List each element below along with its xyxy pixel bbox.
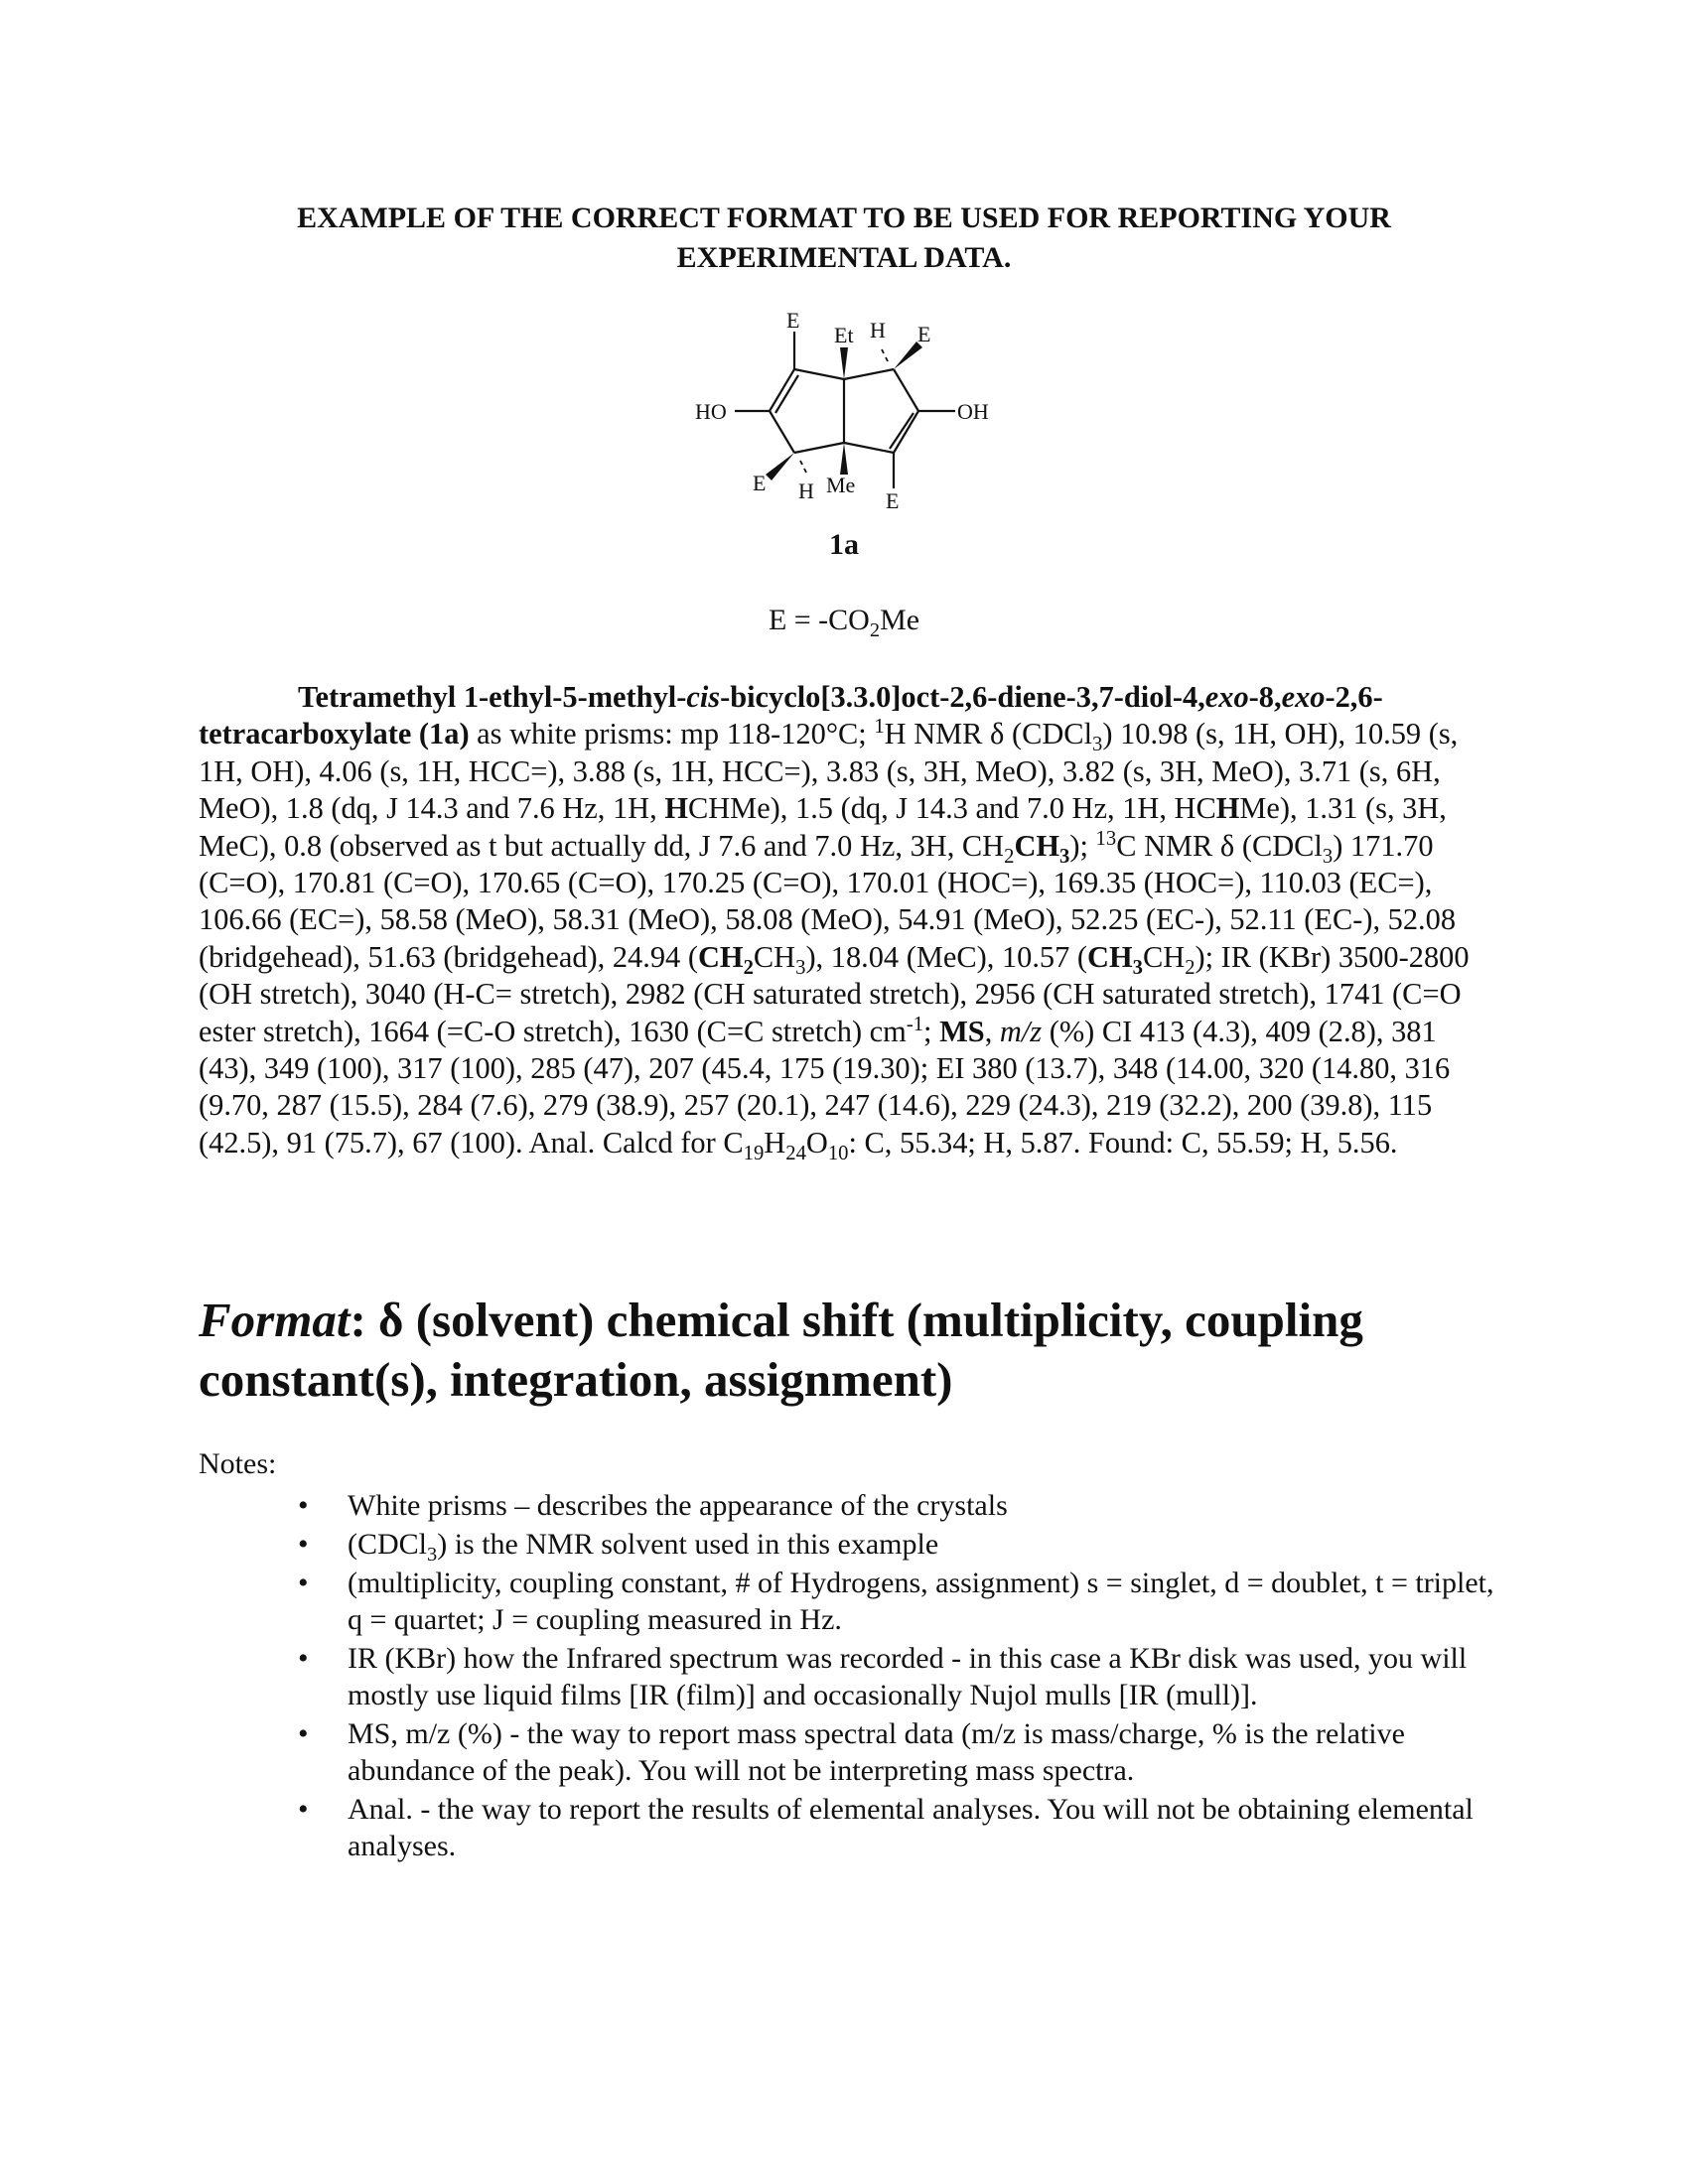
note-text: MS, m/z (%) - the way to report mass spectral data (m/z is mass/charge, % is the relative abundance of the peak). You will not be interpreting mass spectra. xyxy=(348,1717,1405,1787)
superscript: 13 xyxy=(1095,827,1117,850)
bold-run: CH xyxy=(1014,828,1060,863)
text-run: (%) CI 413 (4.3), 409 (2.8), 381 (43), 349 (100), 317 (100), 285 (47), 207 (45.4, 175 (19.30); EI 380 (13.7), 348 (14.00, 320 (14.80, 316 (9.70, 287 (15.5), 284 (7.6), 279 (38.9), 257 (20.1), 247 (14.6), 229 (24.3), 219 (32.2), 200 (39.8), 115 (42.5), 91 (75.7), 67 (100). Anal. Calcd for C xyxy=(199,1014,1451,1160)
text-run: ) 171.70 (C=O), 170.81 (C=O), 170.65 (C=O), 170.25 (C=O), 170.01 (HOC=), 169.35 (HOC=), 110.03 (EC=), 106.66 (EC=), 58.58 (MeO), 58.31 (MeO), 58.08 (MeO), 54.91 (MeO), 52.25 (EC-), 52.11 (EC-), 52.08 (bridgehead), 51.63 (bridgehead), 24.94 ( xyxy=(199,828,1457,974)
label-et: Et xyxy=(834,323,854,347)
experimental-paragraph xyxy=(199,679,1489,1164)
label-h-top: H xyxy=(870,318,886,342)
note-item xyxy=(298,1715,1499,1789)
note-item xyxy=(298,1640,1499,1713)
bullet-icon: • xyxy=(298,1717,309,1750)
subscript: 24 xyxy=(785,1142,806,1164)
e-def-post: Me xyxy=(880,604,920,636)
note-text: White prisms – describes the appearance of the crystals xyxy=(348,1489,1008,1522)
subscript: 3 xyxy=(1322,845,1334,868)
format-line xyxy=(199,1291,1509,1410)
text-run: O xyxy=(805,1125,828,1160)
name-italic: exo xyxy=(1204,680,1249,714)
heading-line-1: EXAMPLE OF THE CORRECT FORMAT TO BE USED FOR REPORTING YOUR xyxy=(297,202,1391,234)
bold-run: CH xyxy=(697,939,744,974)
subscript: 3 xyxy=(1059,845,1070,868)
text-run: ); IR (KBr) 3500-2800 (OH stretch), 3040 (H-C= stretch), 2982 (CH saturated stretch), 2956 (CH saturated stretch), 1741 (C=O ester stretch), 1664 (=C-O stretch), 1630 (C=C stretch) cm xyxy=(199,939,1470,1048)
text-run: H NMR δ (CDCl xyxy=(884,717,1093,751)
bold-run: MS xyxy=(939,1014,985,1048)
name-part: -8, xyxy=(1248,680,1282,714)
bold-run: CH xyxy=(1087,939,1133,974)
text-run: , xyxy=(984,1014,1000,1048)
page-heading xyxy=(199,199,1489,278)
text-run: CH xyxy=(1142,939,1186,974)
label-e-topright: E xyxy=(917,322,931,346)
text-run: H xyxy=(764,1125,786,1160)
subscript: 3 xyxy=(795,956,806,979)
compound-id-label: 1a xyxy=(829,528,859,561)
e-def-pre: E = -CO xyxy=(768,604,870,636)
label-me: Me xyxy=(826,473,856,497)
text-run: ) 10.98 (s, 1H, OH), 10.59 (s, 1H, OH), 4.06 (s, 1H, HCC=), 3.88 (s, 1H, HCC=), 3.83 (s, 3H, MeO), 3.82 (s, 3H, MeO), 3.71 (s, 6H, MeO), 1.8 (dq, J 14.3 and 7.6 Hz, 1H, xyxy=(199,717,1459,826)
notes-label: Notes: xyxy=(199,1447,277,1480)
label-h-bot: H xyxy=(798,478,814,503)
name-part: 1a xyxy=(429,717,460,751)
subscript: 2 xyxy=(1004,845,1015,868)
note-item xyxy=(298,1487,1499,1524)
name-part: ) xyxy=(459,717,470,751)
note-text: (CDCl xyxy=(348,1528,428,1561)
label-e-top: E xyxy=(786,308,800,333)
note-text: (multiplicity, coupling constant, # of Hydrogens, assignment) s = singlet, d = doublet, t = triplet, q = quartet; J = coupling measured in Hz. xyxy=(348,1567,1494,1636)
bullet-icon: • xyxy=(298,1642,309,1675)
format-text: : δ (solvent) chemical shift (multiplicity, coupling constant(s), integration, assignment) xyxy=(199,1293,1363,1407)
note-text: IR (KBr) how the Infrared spectrum was recorded - in this case a KBr disk was used, you will mostly use liquid films [IR (film)] and occasionally Nujol mulls [IR (mull)]. xyxy=(348,1642,1468,1711)
note-item xyxy=(298,1565,1499,1638)
heading-line-2: EXPERIMENTAL DATA. xyxy=(676,241,1012,274)
e-def-sub: 2 xyxy=(869,619,881,641)
label-ho: HO xyxy=(695,399,727,424)
subscript: 3 xyxy=(1092,734,1103,756)
subscript: 2 xyxy=(743,956,754,979)
bold-run: H xyxy=(664,791,688,826)
bullet-icon: • xyxy=(298,1528,309,1561)
name-italic: exo xyxy=(1281,680,1326,714)
name-part: Tetramethyl 1-ethyl-5-methyl- xyxy=(298,680,687,714)
subscript: 2 xyxy=(1185,956,1196,979)
text-run: CHMe), 1.5 (dq, J 14.3 and 7.0 Hz, 1H, HC xyxy=(687,791,1216,826)
format-label: Format xyxy=(199,1293,351,1347)
text-run: : C, 55.34; H, 5.87. Found: C, 55.59; H, 5.56. xyxy=(848,1125,1398,1160)
name-part: -2,6-tetracarboxylate ( xyxy=(199,680,1383,751)
text-run: ); xyxy=(1069,828,1096,863)
superscript: -1 xyxy=(906,1013,924,1035)
label-e-botright: E xyxy=(886,488,900,513)
subscript: 19 xyxy=(743,1142,765,1164)
structure-drawing xyxy=(675,298,1013,526)
bold-run: H xyxy=(1215,791,1240,826)
text-run: as white prisms: mp 118-120°C; xyxy=(469,717,875,751)
note-text: ) is the NMR solvent used in this example xyxy=(437,1528,939,1561)
bullet-icon: • xyxy=(298,1793,309,1826)
bullet-icon: • xyxy=(298,1567,309,1599)
text-run: Me), 1.31 (s, 3H, MeC), 0.8 (observed as t but actually dd, J 7.6 and 7.0 Hz, 3H, CH xyxy=(199,791,1447,863)
subscript: 10 xyxy=(827,1142,849,1164)
italic-run: m/z xyxy=(999,1014,1043,1048)
superscript: 1 xyxy=(874,716,885,739)
notes-list xyxy=(298,1487,1499,1866)
note-item xyxy=(298,1791,1499,1864)
note-text: Anal. - the way to report the results of elemental analyses. You will not be obtaining elemental analyses. xyxy=(348,1793,1474,1862)
text-run: ), 18.04 (MeC), 10.57 ( xyxy=(805,939,1088,974)
subscript: 3 xyxy=(427,1544,438,1566)
label-oh: OH xyxy=(957,399,989,424)
subscript: 3 xyxy=(1132,956,1143,979)
label-e-botleft: E xyxy=(753,471,767,495)
e-definition xyxy=(0,604,1688,641)
name-italic: cis xyxy=(686,680,721,714)
text-run: CH xyxy=(753,939,796,974)
text-run: ; xyxy=(923,1014,940,1048)
bullet-icon: • xyxy=(298,1489,309,1522)
note-item xyxy=(298,1526,1499,1566)
text-run: C NMR δ (CDCl xyxy=(1116,828,1323,863)
name-part: -bicyclo[3.3.0]oct-2,6-diene-3,7-diol-4, xyxy=(720,680,1205,714)
